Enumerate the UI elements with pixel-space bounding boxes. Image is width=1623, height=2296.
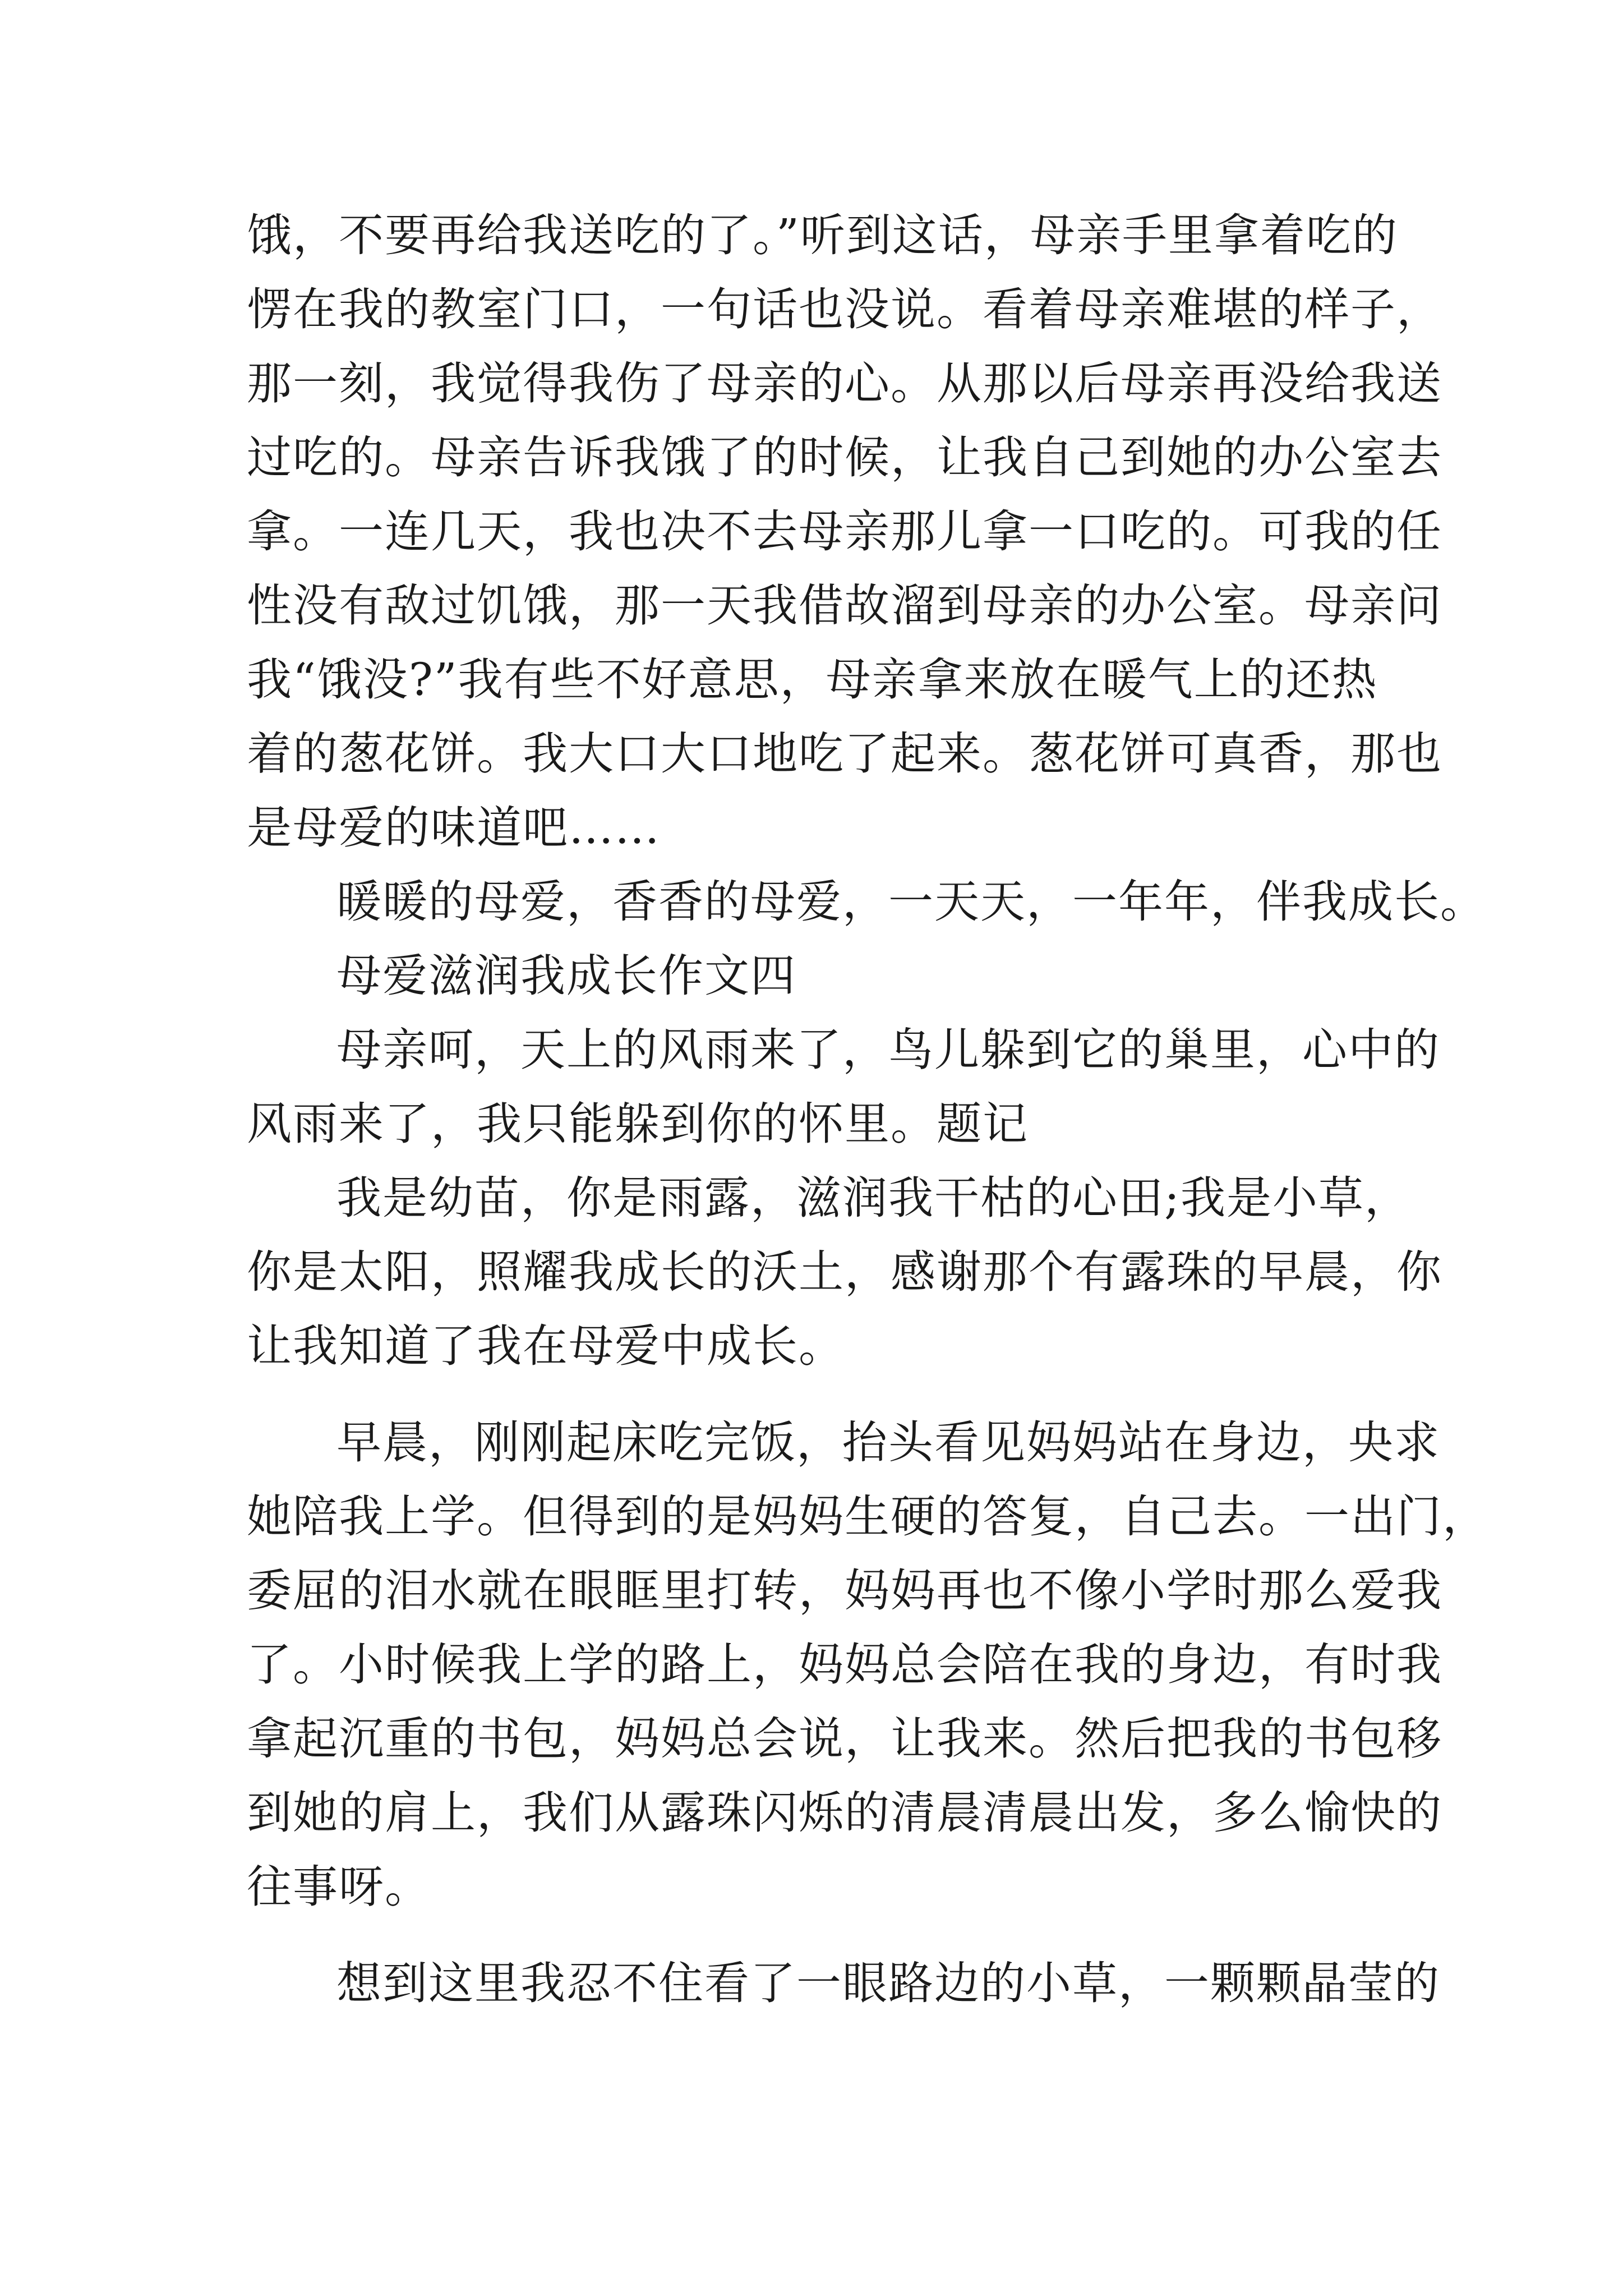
section-heading: 母爱滋润我成长作文四 — [336, 950, 796, 1002]
text-line: 到她的肩上，我们从露珠闪烁的清晨清晨出发，多么愉快的 — [247, 1787, 1442, 1839]
text-line: 风雨来了，我只能躲到你的怀里。题记 — [247, 1098, 1029, 1150]
text-line: 往事呀。 — [247, 1861, 431, 1913]
text-line: 性没有敌过饥饿，那一天我借故溜到母亲的办公室。母亲问 — [247, 579, 1442, 632]
text-line: 委屈的泪水就在眼眶里打转，妈妈再也不像小学时那么爱我 — [247, 1565, 1442, 1617]
text-line: 母亲呵，天上的风雨来了，鸟儿躲到它的巢里，心中的 — [336, 1024, 1440, 1076]
text-line: 那一刻，我觉得我伤了母亲的心。从那以后母亲再没给我送 — [247, 357, 1442, 409]
text-line: 我“饿没?”我有些不好意思，母亲拿来放在暖气上的还热 — [247, 654, 1378, 706]
text-line: 拿起沉重的书包，妈妈总会说，让我来。然后把我的书包移 — [247, 1713, 1442, 1765]
text-line: 是母爱的味道吧…… — [247, 802, 661, 854]
text-line: 拿。一连几天，我也决不去母亲那儿拿一口吃的。可我的任 — [247, 505, 1442, 558]
text-line: 饿，不要再给我送吃的了。”听到这话，母亲手里拿着吃的 — [247, 209, 1398, 261]
text-line: 让我知道了我在母爱中成长。 — [247, 1320, 845, 1372]
text-line: 她陪我上学。但得到的是妈妈生硬的答复，自己去。一出门， — [247, 1490, 1488, 1543]
text-line: 暖暖的母爱，香香的母爱，一天天，一年年，伴我成长。 — [336, 876, 1486, 928]
text-line: 你是太阳，照耀我成长的沃土，感谢那个有露珠的早晨，你 — [247, 1246, 1442, 1298]
text-line: 想到这里我忍不住看了一眼路边的小草，一颗颗晶莹的 — [336, 1957, 1440, 2009]
text-line: 愣在我的教室门口，一句话也没说。看着母亲难堪的样子， — [247, 283, 1442, 335]
text-line: 了。小时候我上学的路上，妈妈总会陪在我的身边，有时我 — [247, 1639, 1442, 1691]
text-line: 着的葱花饼。我大口大口地吃了起来。葱花饼可真香，那也 — [247, 728, 1442, 780]
text-line: 过吃的。母亲告诉我饿了的时候，让我自己到她的办公室去 — [247, 431, 1442, 484]
text-line: 我是幼苗，你是雨露，滋润我干枯的心田;我是小草， — [336, 1172, 1410, 1224]
text-line: 早晨，刚刚起床吃完饭，抬头看见妈妈站在身边，央求 — [336, 1416, 1440, 1469]
